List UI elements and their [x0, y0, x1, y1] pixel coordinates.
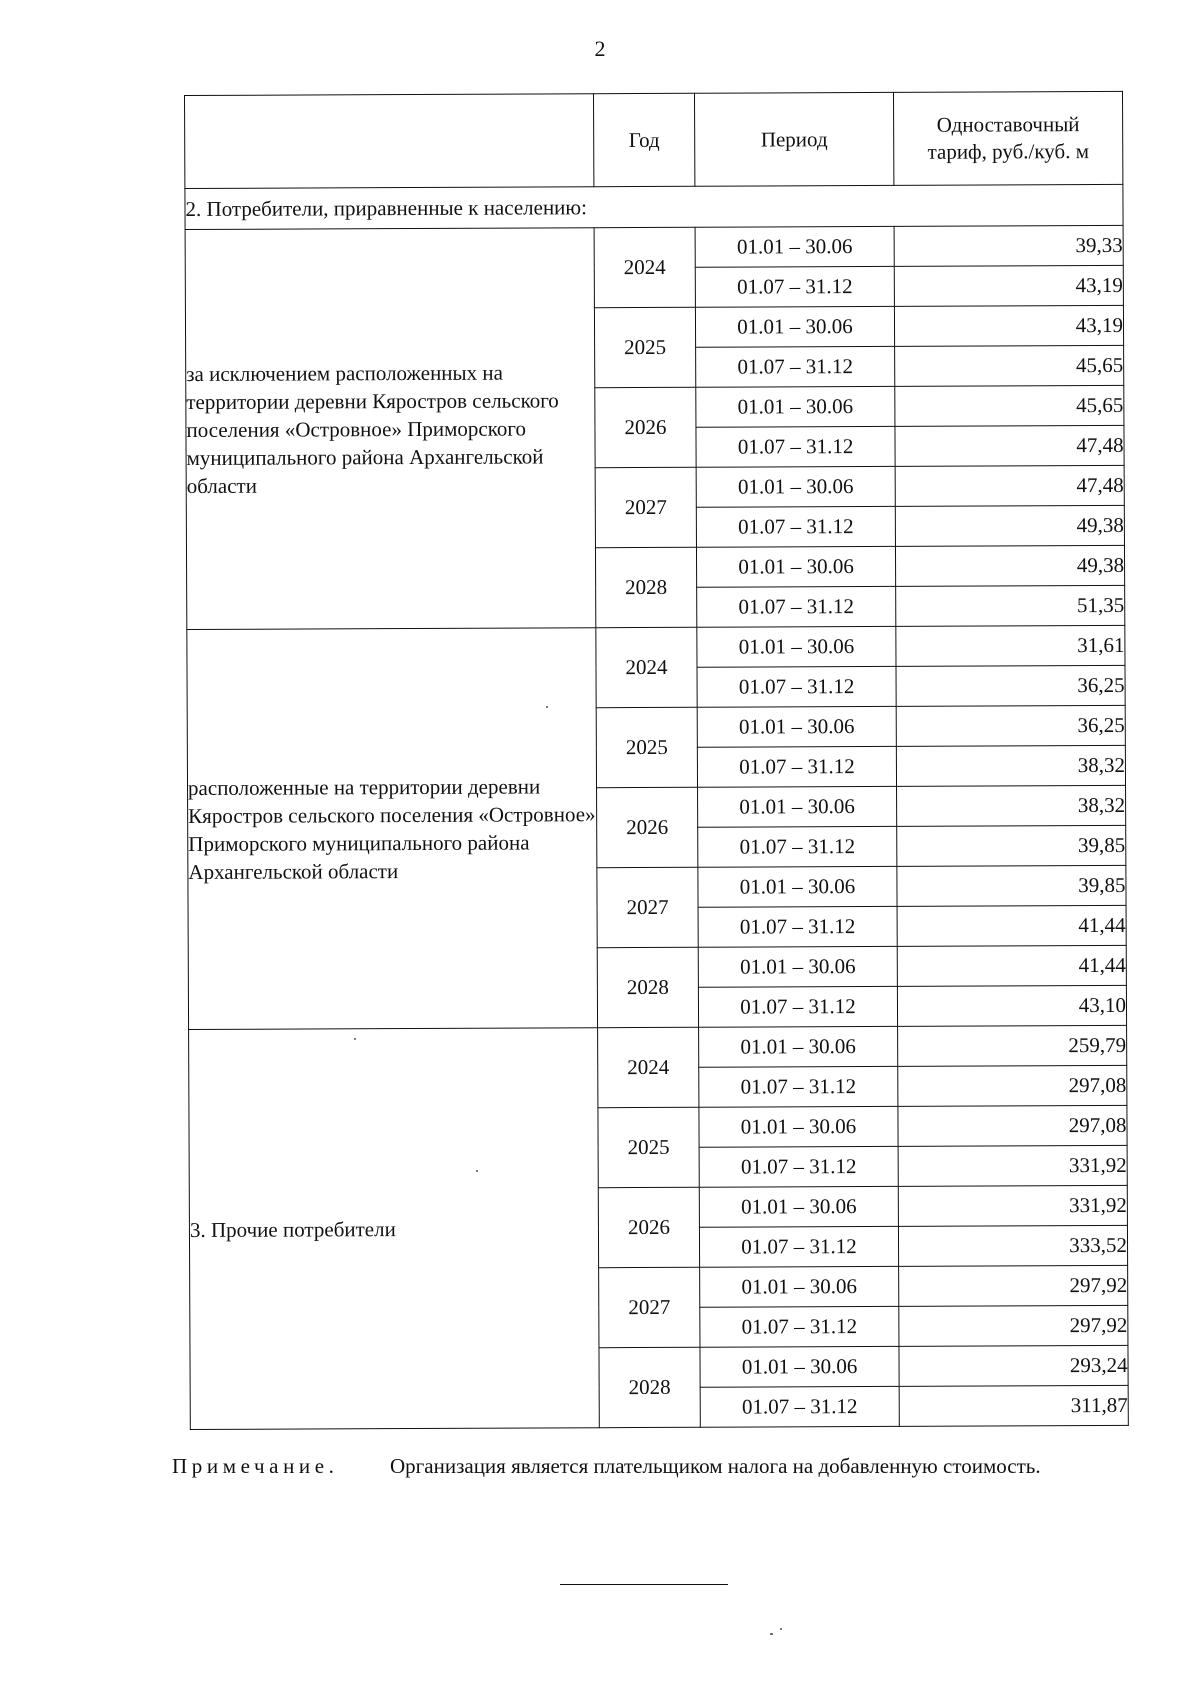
period-cell: 01.01 – 30.06 — [698, 786, 897, 827]
period-cell: 01.01 – 30.06 — [700, 1266, 899, 1307]
period-cell: 01.01 – 30.06 — [698, 946, 897, 987]
period-cell: 01.01 – 30.06 — [697, 706, 896, 747]
year-cell: 2026 — [595, 387, 696, 467]
year-cell: 2026 — [598, 1187, 699, 1267]
section-row — [185, 184, 1123, 229]
tariff-cell: 41,44 — [897, 905, 1126, 946]
period-cell: 01.07 – 31.12 — [698, 906, 897, 947]
tariff-cell: 297,08 — [898, 1065, 1127, 1106]
consumer-group-name: за исключением расположенных на территории деревни Кяростров сельского поселения «Островное» Приморского муниципального района Архангельской области — [185, 228, 596, 630]
period-cell: 01.01 – 30.06 — [699, 1186, 898, 1227]
period-cell: 01.01 – 30.06 — [696, 546, 895, 587]
period-cell: 01.07 – 31.12 — [697, 586, 896, 627]
tariff-cell: 47,48 — [895, 425, 1124, 466]
header-year: Год — [593, 93, 694, 186]
tariff-cell: 39,85 — [897, 865, 1126, 906]
period-cell: 01.01 – 30.06 — [699, 1106, 898, 1147]
tariff-cell: 36,25 — [896, 665, 1125, 706]
period-cell: 01.07 – 31.12 — [696, 426, 895, 467]
table-body — [185, 184, 1128, 1429]
year-cell: 2024 — [598, 1027, 699, 1107]
tariff-cell: 45,65 — [895, 345, 1124, 386]
period-cell: 01.01 – 30.06 — [697, 626, 896, 667]
tariff-cell: 38,32 — [897, 785, 1126, 826]
tariff-cell: 36,25 — [896, 705, 1125, 746]
period-cell: 01.01 – 30.06 — [695, 306, 894, 347]
period-cell: 01.07 – 31.12 — [695, 266, 894, 307]
scan-speck — [770, 1633, 773, 1635]
period-cell: 01.07 – 31.12 — [697, 666, 896, 707]
note-label: Примечание. — [172, 1454, 339, 1478]
tariff-cell: 297,08 — [898, 1105, 1127, 1146]
tariff-cell: 49,38 — [895, 545, 1124, 586]
table-row — [189, 1025, 1127, 1069]
tariff-cell: 47,48 — [895, 465, 1124, 506]
year-cell: 2025 — [598, 1107, 699, 1187]
period-cell: 01.01 – 30.06 — [696, 386, 895, 427]
year-cell: 2024 — [594, 227, 695, 307]
tariff-cell: 38,32 — [896, 745, 1125, 786]
period-cell: 01.07 – 31.12 — [700, 1306, 899, 1347]
tariff-cell: 43,10 — [897, 985, 1126, 1026]
tariff-cell: 331,92 — [898, 1145, 1127, 1186]
year-cell: 2027 — [599, 1267, 700, 1347]
tariff-cell: 45,65 — [895, 385, 1124, 426]
tariff-cell: 31,61 — [896, 625, 1125, 666]
tariff-cell: 333,52 — [898, 1225, 1127, 1266]
year-cell: 2026 — [597, 787, 698, 867]
tariff-cell: 297,92 — [899, 1265, 1128, 1306]
scan-speck — [780, 1628, 782, 1630]
tariff-cell: 39,85 — [897, 825, 1126, 866]
period-cell: 01.07 – 31.12 — [699, 1146, 898, 1187]
header-tariff: Одноставочный тариф, руб./куб. м — [893, 91, 1122, 185]
year-cell: 2027 — [595, 467, 696, 547]
tariff-cell: 51,35 — [896, 585, 1125, 626]
scan-speck — [354, 1038, 356, 1040]
period-cell: 01.01 – 30.06 — [695, 226, 894, 267]
tariff-table — [184, 91, 1129, 1430]
year-cell: 2028 — [597, 947, 698, 1027]
year-cell: 2025 — [596, 707, 697, 787]
tariff-cell: 331,92 — [898, 1185, 1127, 1226]
table-header — [185, 91, 1123, 188]
tariff-cell: 311,87 — [899, 1385, 1128, 1426]
period-cell: 01.07 – 31.12 — [699, 1226, 898, 1267]
scan-speck — [476, 1170, 478, 1172]
header-period: Период — [694, 92, 893, 186]
tariff-cell: 43,19 — [894, 305, 1123, 346]
period-cell: 01.07 – 31.12 — [696, 506, 895, 547]
period-cell: 01.07 – 31.12 — [700, 1386, 899, 1427]
scan-speck — [546, 706, 548, 708]
tariff-cell: 39,33 — [894, 225, 1123, 266]
period-cell: 01.01 – 30.06 — [700, 1346, 899, 1387]
table-row — [185, 225, 1123, 269]
year-cell: 2028 — [595, 547, 696, 627]
year-cell: 2025 — [594, 307, 695, 387]
period-cell: 01.07 – 31.12 — [699, 1066, 898, 1107]
note-text: Организация является плательщиком налога на добавленную стоимость. — [390, 1454, 1041, 1478]
table-row — [187, 625, 1125, 669]
closing-rule — [560, 1584, 728, 1585]
period-cell: 01.07 – 31.12 — [697, 746, 896, 787]
period-cell: 01.07 – 31.12 — [698, 826, 897, 867]
section-title: 2. Потребители, приравненные к населению: — [185, 184, 1123, 229]
period-cell: 01.01 – 30.06 — [696, 466, 895, 507]
consumer-group-name: 3. Прочие потребители — [189, 1028, 600, 1430]
page-number: 2 — [594, 36, 606, 61]
tariff-cell: 293,24 — [899, 1345, 1128, 1386]
year-cell: 2028 — [599, 1347, 700, 1427]
period-cell: 01.01 – 30.06 — [698, 866, 897, 907]
tariff-cell: 43,19 — [894, 265, 1123, 306]
period-cell: 01.07 – 31.12 — [698, 986, 897, 1027]
header-blank — [185, 94, 594, 189]
period-cell: 01.07 – 31.12 — [696, 346, 895, 387]
tariff-cell: 297,92 — [899, 1305, 1128, 1346]
year-cell: 2027 — [597, 867, 698, 947]
period-cell: 01.01 – 30.06 — [699, 1026, 898, 1067]
tariff-cell: 259,79 — [898, 1025, 1127, 1066]
year-cell: 2024 — [596, 627, 697, 707]
tariff-cell: 49,38 — [895, 505, 1124, 546]
consumer-group-name: расположенные на территории деревни Кяростров сельского поселения «Островное» Приморского муниципального района Архангельской области — [187, 628, 598, 1030]
tariff-cell: 41,44 — [897, 945, 1126, 986]
